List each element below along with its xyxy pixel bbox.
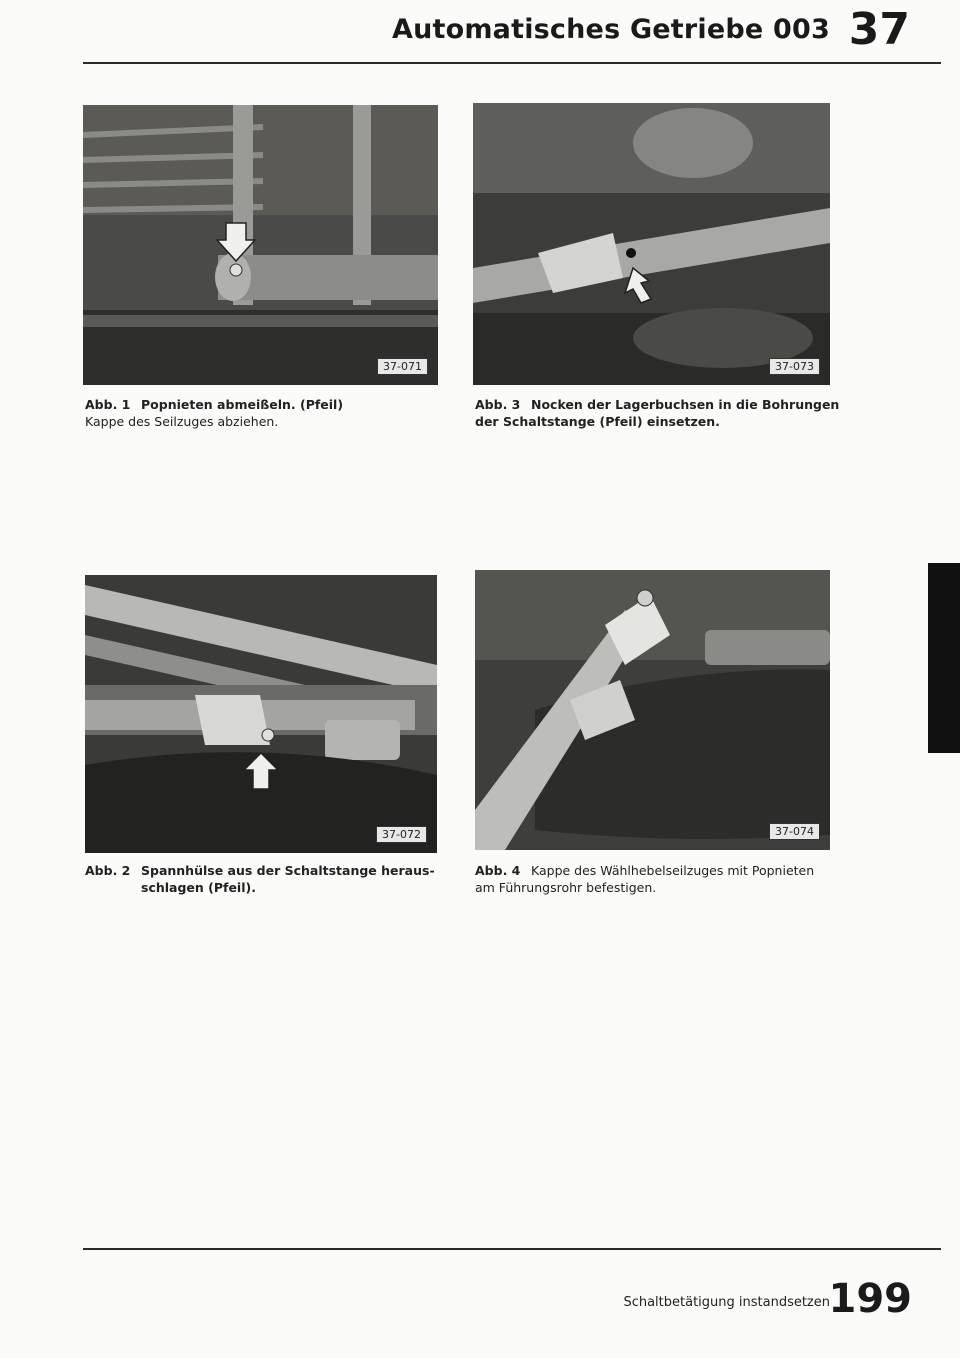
photo-figure-3 bbox=[473, 103, 830, 385]
figure-1-caption-line2: Kappe des Seilzuges abziehen. bbox=[85, 414, 279, 429]
figure-1-caption bbox=[85, 396, 425, 430]
figure-4-caption bbox=[475, 862, 855, 896]
page-number: 199 bbox=[828, 1276, 912, 1322]
footer-divider bbox=[83, 1248, 941, 1250]
figure-2-reference: 37-072 bbox=[376, 826, 427, 843]
photo-figure-1 bbox=[83, 105, 438, 385]
photo-figure-2-image bbox=[85, 575, 437, 853]
photo-figure-4-image bbox=[475, 570, 830, 850]
figure-4-caption-line1: Kappe des Wählhebelseilzuges mit Popnieten bbox=[531, 863, 815, 878]
figure-4-number: Abb. 4 bbox=[475, 863, 521, 878]
figure-2-caption bbox=[85, 862, 435, 896]
figure-1-reference: 37-071 bbox=[377, 358, 428, 375]
figure-3-caption-line1: Nocken der Lagerbuchsen in die Bohrungen bbox=[531, 397, 840, 412]
figure-3-caption bbox=[475, 396, 855, 430]
chapter-tab-marker bbox=[928, 563, 960, 753]
header-divider bbox=[83, 62, 941, 64]
page-title: Automatisches Getriebe 003 bbox=[391, 14, 830, 45]
figure-3-reference: 37-073 bbox=[769, 358, 820, 375]
figure-3-caption-line2: der Schaltstange (Pfeil) einsetzen. bbox=[475, 414, 720, 429]
figure-2-caption-line2: schlagen (Pfeil). bbox=[141, 880, 256, 895]
figure-4-reference: 37-074 bbox=[769, 823, 820, 840]
figure-1-number: Abb. 1 bbox=[85, 397, 131, 412]
chapter-number: 37 bbox=[848, 4, 910, 55]
photo-figure-4 bbox=[475, 570, 830, 850]
figure-2-caption-line1: Spannhülse aus der Schaltstange heraus- bbox=[141, 863, 435, 878]
photo-figure-1-image bbox=[83, 105, 438, 385]
figure-3-number: Abb. 3 bbox=[475, 397, 521, 412]
photo-figure-2 bbox=[85, 575, 437, 853]
photo-figure-3-image bbox=[473, 103, 830, 385]
figure-2-number: Abb. 2 bbox=[85, 863, 131, 878]
section-title: Schaltbetätigung instandsetzen bbox=[623, 1295, 830, 1310]
figure-1-caption-line1: Popnieten abmeißeln. (Pfeil) bbox=[141, 397, 344, 412]
figure-4-caption-line2: am Führungsrohr befestigen. bbox=[475, 880, 657, 895]
